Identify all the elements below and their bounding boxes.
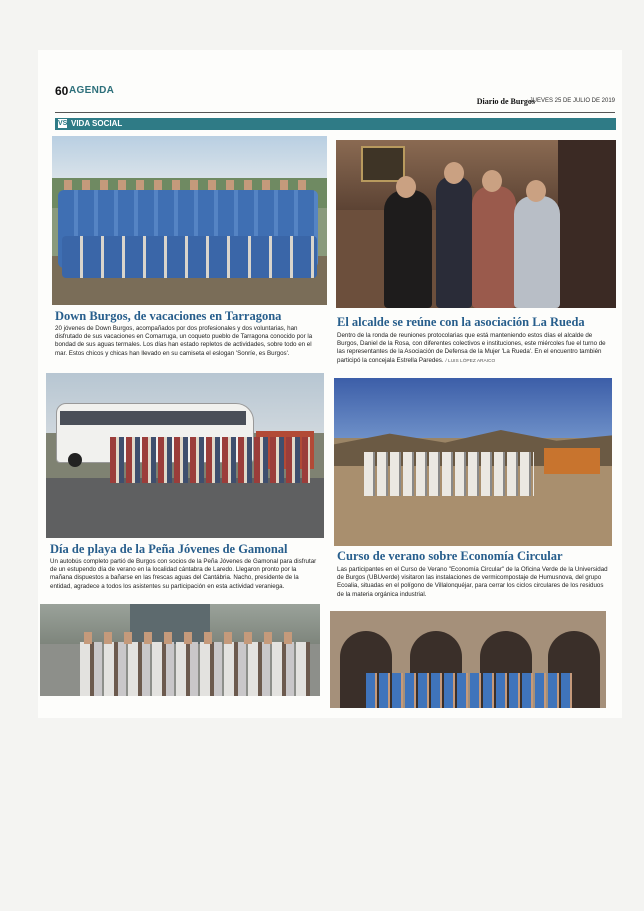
section-band-label: VIDA SOCIAL	[71, 119, 123, 128]
photo-group-bottom-left	[40, 604, 320, 696]
header-rule	[55, 112, 615, 113]
photo-group-bottom-right	[330, 611, 606, 708]
headline-down-burgos: Down Burgos, de vacaciones en Tarragona	[55, 309, 282, 323]
photo-economia-circular	[334, 378, 612, 546]
photo-pena-jovenes-gamonal	[46, 373, 324, 538]
body-alcalde-la-rueda-text: Dentro de la ronda de reuniones protocolarias que está manteniendo estos días el alcalde de Burgos, Daniel de la Rosa, con diferentes colectivos e instituciones, este miércoles fue el turno de las representantes de la Asociación de Defensa de la Mujer 'La Rueda'. En el encuentro también participó la concejala Estrella Paredes.	[337, 332, 606, 364]
issue-date: JUEVES 25 DE JULIO DE 2019	[529, 98, 615, 104]
photo-down-burgos	[52, 136, 327, 305]
photo-credit: / LUIS LÓPEZ ARAICO	[445, 358, 496, 364]
body-pena-jovenes-gamonal: Un autobús completo partió de Burgos con socios de la Peña Jóvenes de Gamonal para disfrutar de un estupendo día de verano en la localidad cántabra de Laredo. Llegaron pronto por la mañana dispuestos a bañarse en las frescas aguas del Cantábria. Nacho, presidente de la entidad, agradece a todos los asistentes su participación en esta actividad veraniega.	[50, 558, 317, 590]
page-header	[55, 84, 615, 106]
body-down-burgos: 20 jóvenes de Down Burgos, acompañados por dos profesionales y dos voluntarias, han disfrutado de sus vacaciones en Comarruga, un coqueto pueblo de Tarragona conocido por la bondad de sus aguas termales. Los días han estado repletos de actividades, sobre todo en el mar. Estos chicos y chicas han llevado en su camiseta el eslogan 'Sonríe, es Burgos'.	[55, 325, 313, 357]
body-alcalde-la-rueda	[337, 332, 607, 365]
headline-pena-jovenes-gamonal: Día de playa de la Peña Jóvenes de Gamonal	[50, 542, 288, 556]
page-number: 60	[55, 84, 69, 98]
section-icon: VS	[58, 120, 68, 127]
section-band	[55, 118, 616, 130]
photo-alcalde-la-rueda	[336, 140, 616, 308]
newspaper-name: Diario de Burgos	[476, 97, 535, 106]
section-name: AGENDA	[69, 85, 115, 96]
headline-alcalde-la-rueda: El alcalde se reúne con la asociación La Rueda	[337, 315, 585, 329]
body-economia-circular: Las participantes en el Curso de Verano "Economía Circular" de la Oficina Verde de la Universidad de Burgos (UBUverde) visitaron las instalaciones de vermicompostaje de Humusnova, del grupo Ecoalia, situadas en el polígono de Villalonquéjar, para cerrar los ciclos circulares de los residuos de la materia orgánica industrial.	[337, 566, 608, 598]
headline-economia-circular: Curso de verano sobre Economía Circular	[337, 549, 563, 563]
